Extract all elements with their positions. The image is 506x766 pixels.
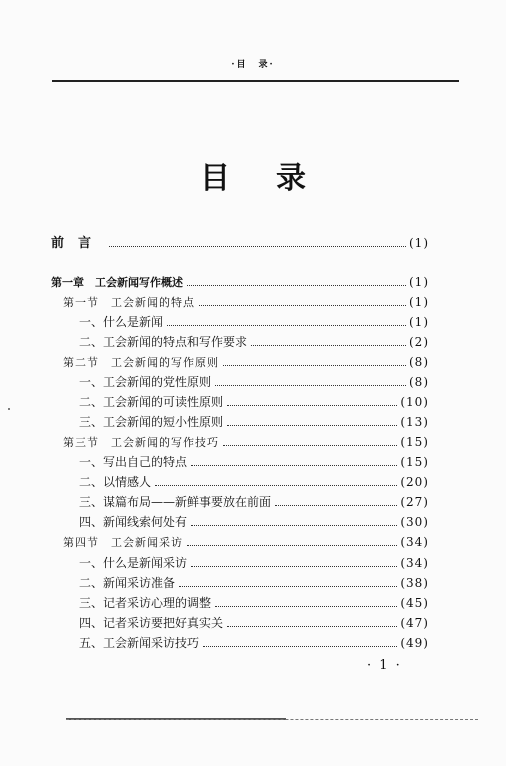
toc-entry-label: 第一章 工会新闻写作概述: [51, 276, 183, 289]
toc-entry-section: [63, 435, 429, 450]
toc-leader-dots: [215, 606, 397, 607]
toc-leader-dots: [109, 246, 406, 247]
toc-leader-dots: [191, 566, 397, 567]
toc-entry-label: 五、工会新闻采访技巧: [79, 636, 200, 650]
toc-entry-page: (1): [409, 315, 429, 329]
toc-entry-section: [63, 295, 429, 310]
toc-entry-label: 四、记者采访要把好真实关: [79, 616, 224, 630]
toc-entry-page: (34): [400, 535, 429, 549]
toc-entry-item: [79, 335, 429, 350]
page-number: · 1 ·: [367, 658, 402, 673]
toc-leader-dots: [275, 505, 397, 506]
toc-entry-item: [79, 315, 429, 330]
toc-leader-dots: [191, 465, 397, 466]
toc-entry-page: (47): [400, 616, 429, 630]
toc-entry-label: 二、以情感人: [79, 475, 152, 489]
toc-entry-label: 第一节 工会新闻的特点: [63, 296, 195, 309]
toc-entry-page: (2): [409, 335, 429, 349]
toc-entry-item: [79, 636, 429, 651]
toc-entry-label: 二、工会新闻的可读性原则: [79, 395, 224, 409]
toc-entry-label: 第三节 工会新闻的写作技巧: [63, 436, 219, 449]
toc-entry-label: 一、什么是新闻采访: [79, 556, 188, 570]
toc-entry-item: [79, 596, 429, 611]
toc-entry-item: [79, 616, 429, 631]
toc-entry-label: 三、工会新闻的短小性原则: [79, 415, 224, 429]
toc-entry-page: (8): [409, 355, 429, 369]
toc-entry-page: (45): [400, 596, 429, 610]
toc-entry-label: 一、工会新闻的党性原则: [79, 375, 212, 389]
toc-leader-dots: [167, 325, 406, 326]
toc-entry-label: 二、工会新闻的特点和写作要求: [79, 335, 248, 349]
toc-entry-page: (38): [400, 576, 429, 590]
toc-entry-label: 一、什么是新闻: [79, 315, 164, 329]
toc-entry-page: (34): [400, 556, 429, 570]
toc-entry-label: 二、新闻采访准备: [79, 576, 176, 590]
toc-entry-page: (49): [400, 636, 429, 650]
toc-leader-dots: [187, 545, 397, 546]
toc-entry-item: [79, 395, 429, 410]
toc-entry-item: [79, 495, 429, 510]
toc-entry-section: [63, 355, 429, 370]
toc-entry-item: [79, 415, 429, 430]
toc-leader-dots: [155, 485, 397, 486]
toc-entry-label: 三、记者采访心理的调整: [79, 596, 212, 610]
toc-entry-page: (15): [400, 455, 429, 469]
toc-entry-label: 第四节 工会新闻采访: [63, 536, 183, 549]
toc-leader-dots: [191, 525, 397, 526]
toc-entry-page: (1): [409, 275, 429, 289]
toc-leader-dots: [203, 646, 397, 647]
toc-entry-item: [79, 515, 429, 530]
toc-leader-dots: [223, 445, 397, 446]
toc-entry-page: (27): [400, 495, 429, 509]
toc-entry-item: [79, 556, 429, 571]
toc-leader-dots: [215, 385, 406, 386]
toc-entry-page: (30): [400, 515, 429, 529]
toc-entry-label: 前言: [51, 236, 106, 251]
toc-entry-page: (1): [409, 295, 429, 309]
toc-entry-label: 一、写出自己的特点: [79, 455, 188, 469]
toc-entry-label: 第二节 工会新闻的写作原则: [63, 356, 219, 369]
toc-leader-dots: [227, 425, 397, 426]
toc-leader-dots: [223, 365, 406, 366]
toc-entry-chapter: [51, 275, 429, 290]
toc-leader-dots: [199, 305, 406, 306]
toc-entry-page: (10): [400, 395, 429, 409]
toc-leader-dots: [227, 405, 397, 406]
toc-entry-item: [79, 455, 429, 470]
header-rule: [52, 80, 459, 82]
page-title: 目录: [200, 161, 352, 196]
toc-entry-page: (1): [409, 236, 429, 250]
toc-entry-section: [63, 535, 429, 550]
toc-entry-preface: [51, 236, 429, 251]
footer-rule-dashed: [66, 719, 478, 721]
running-head: ·目 录·: [231, 60, 275, 70]
toc-entry-page: (20): [400, 475, 429, 489]
toc-leader-dots: [187, 285, 406, 286]
toc-entry-label: 四、新闻线索何处有: [79, 515, 188, 529]
toc-entry-page: (13): [400, 415, 429, 429]
toc-entry-item: [79, 576, 429, 591]
toc-entry-item: [79, 475, 429, 490]
toc-entry-item: [79, 375, 429, 390]
scan-speck: [8, 408, 10, 410]
toc-entry-label: 三、谋篇布局——新鲜事要放在前面: [79, 495, 272, 509]
toc-entry-page: (15): [400, 435, 429, 449]
toc-entry-page: (8): [409, 375, 429, 389]
toc-leader-dots: [251, 345, 406, 346]
toc-leader-dots: [227, 626, 397, 627]
toc-leader-dots: [179, 586, 397, 587]
